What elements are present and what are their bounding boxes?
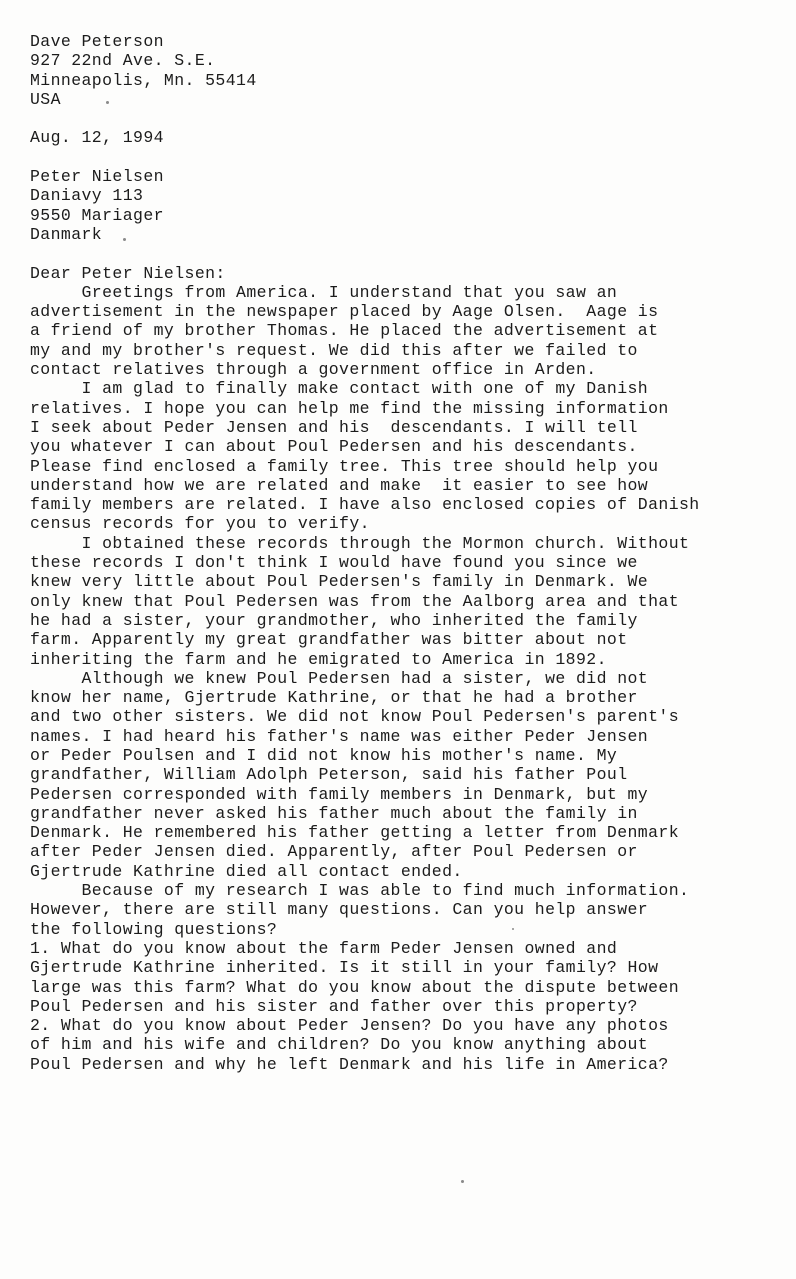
spacer bbox=[30, 148, 796, 167]
body-line: or Peder Poulsen and I did not know his mother's name. My bbox=[30, 745, 618, 765]
body-line: I obtained these records through the Mormon church. Without bbox=[30, 533, 690, 553]
sender-address bbox=[30, 32, 796, 109]
salutation: Dear Peter Nielsen: bbox=[30, 263, 226, 283]
recipient-address bbox=[30, 167, 796, 244]
body-line: grandfather never asked his father much about the family in bbox=[30, 803, 638, 823]
body-line: Please find enclosed a family tree. This tree should help you bbox=[30, 456, 659, 476]
paper-speck bbox=[461, 1180, 464, 1183]
body-line: he had a sister, your grandmother, who inherited the family bbox=[30, 610, 638, 630]
recipient-street: Daniavy 113 bbox=[30, 186, 144, 206]
recipient-country: Danmark bbox=[30, 224, 103, 244]
body-line: census records for you to verify. bbox=[30, 514, 370, 534]
sender-city: Minneapolis, Mn. 55414 bbox=[30, 70, 257, 90]
body-line: after Peder Jensen died. Apparently, after Poul Pedersen or bbox=[30, 842, 638, 862]
body-line: I am glad to finally make contact with one of my Danish bbox=[30, 379, 649, 399]
body-line: know her name, Gjertrude Kathrine, or that he had a brother bbox=[30, 688, 638, 708]
letter-text bbox=[30, 32, 796, 1074]
body-line: relatives. I hope you can help me find the missing information bbox=[30, 398, 669, 418]
letter-body bbox=[30, 283, 796, 1074]
paper-speck bbox=[106, 101, 109, 104]
body-line: 2. What do you know about Peder Jensen? Do you have any photos bbox=[30, 1016, 669, 1036]
recipient-city: 9550 Mariager bbox=[30, 205, 164, 225]
body-line: Greetings from America. I understand that you saw an bbox=[30, 282, 618, 302]
paper-speck bbox=[123, 238, 126, 241]
paper-speck bbox=[512, 928, 514, 930]
body-line: knew very little about Poul Pedersen's family in Denmark. We bbox=[30, 572, 649, 592]
body-line: my and my brother's request. We did this after we failed to bbox=[30, 340, 638, 360]
body-line: and two other sisters. We did not know Poul Pedersen's parent's bbox=[30, 707, 680, 727]
body-line: farm. Apparently my great grandfather was bitter about not bbox=[30, 630, 628, 650]
body-line: Poul Pedersen and why he left Denmark and his life in America? bbox=[30, 1054, 669, 1074]
body-line: only knew that Poul Pedersen was from the Aalborg area and that bbox=[30, 591, 680, 611]
body-line: the following questions? bbox=[30, 919, 278, 939]
body-line: understand how we are related and make it easier to see how bbox=[30, 475, 649, 495]
spacer bbox=[30, 109, 796, 128]
letter-date: Aug. 12, 1994 bbox=[30, 128, 164, 148]
body-line: Pedersen corresponded with family members in Denmark, but my bbox=[30, 784, 649, 804]
sender-street: 927 22nd Ave. S.E. bbox=[30, 51, 216, 71]
recipient-name: Peter Nielsen bbox=[30, 167, 164, 187]
body-line: contact relatives through a government office in Arden. bbox=[30, 360, 597, 380]
spacer bbox=[30, 244, 796, 263]
body-line: 1. What do you know about the farm Peder Jensen owned and bbox=[30, 938, 618, 958]
body-line: Gjertrude Kathrine died all contact ended. bbox=[30, 861, 463, 881]
body-line: these records I don't think I would have found you since we bbox=[30, 553, 638, 573]
body-line: names. I had heard his father's name was either Peder Jensen bbox=[30, 726, 649, 746]
body-line: of him and his wife and children? Do you know anything about bbox=[30, 1035, 649, 1055]
body-line: I seek about Peder Jensen and his descendants. I will tell bbox=[30, 417, 638, 437]
body-line: Gjertrude Kathrine inherited. Is it still in your family? How bbox=[30, 958, 659, 978]
body-line: you whatever I can about Poul Pedersen and his descendants. bbox=[30, 437, 638, 457]
body-line: Because of my research I was able to find much information. bbox=[30, 881, 690, 901]
body-line: Denmark. He remembered his father getting a letter from Denmark bbox=[30, 823, 680, 843]
body-line: inheriting the farm and he emigrated to America in 1892. bbox=[30, 649, 607, 669]
body-line: grandfather, William Adolph Peterson, said his father Poul bbox=[30, 765, 628, 785]
body-line: large was this farm? What do you know about the dispute between bbox=[30, 977, 680, 997]
body-line: family members are related. I have also enclosed copies of Danish bbox=[30, 495, 700, 515]
body-line: advertisement in the newspaper placed by Aage Olsen. Aage is bbox=[30, 302, 659, 322]
body-line: However, there are still many questions. Can you help answer bbox=[30, 900, 649, 920]
sender-name: Dave Peterson bbox=[30, 32, 164, 51]
sender-country: USA bbox=[30, 89, 61, 109]
body-line: Although we knew Poul Pedersen had a sister, we did not bbox=[30, 668, 649, 688]
body-line: a friend of my brother Thomas. He placed the advertisement at bbox=[30, 321, 659, 341]
body-line: Poul Pedersen and his sister and father over this property? bbox=[30, 996, 638, 1016]
